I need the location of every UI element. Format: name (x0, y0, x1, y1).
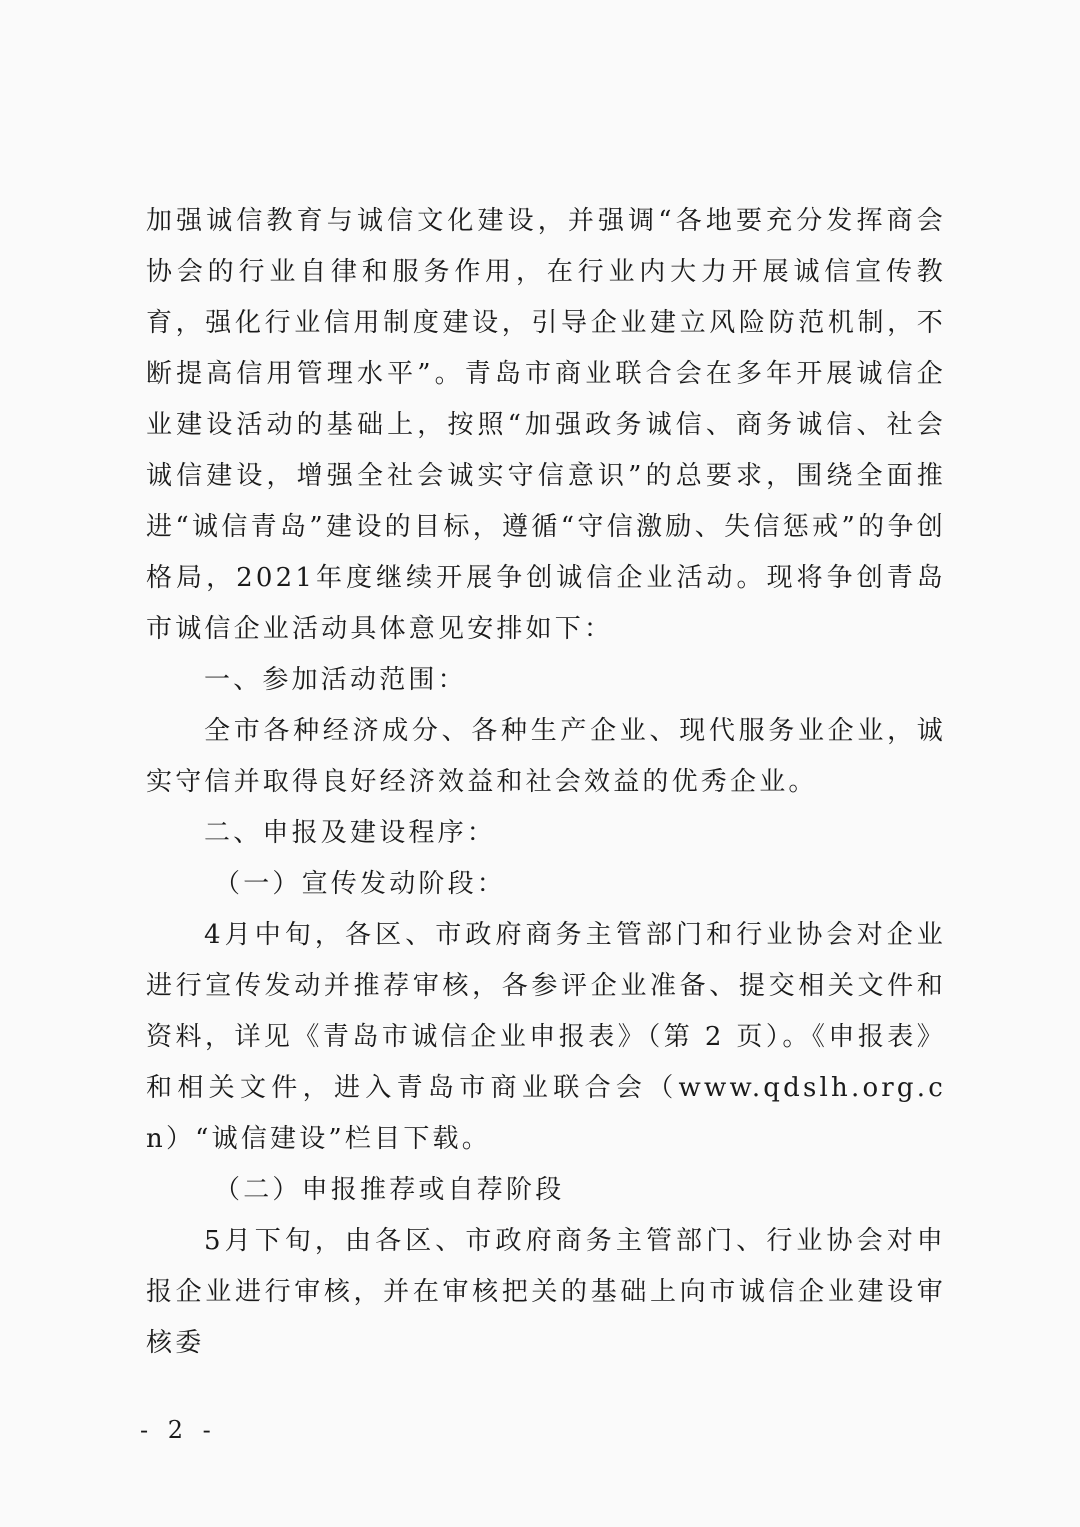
document-body (146, 196, 946, 1369)
subsection-heading-publicity: （一）宣传发动阶段： (214, 869, 507, 899)
paragraph-application-stage: 5月下旬，由各区、市政府商务主管部门、行业协会对申报企业进行审核，并在审核把关的基础上向市诚信企业建设审核委 (146, 1226, 946, 1358)
subsection-heading-application: （二）申报推荐或自荐阶段 (214, 1175, 565, 1205)
page-number: - 2 - (140, 1416, 217, 1444)
section-heading-scope: 一、参加活动范围： (204, 665, 467, 695)
paragraph-intro: 加强诚信教育与诚信文化建设，并强调“各地要充分发挥商会协会的行业自律和服务作用，在行业内大力开展诚信宣传教育，强化行业信用制度建设，引导企业建立风险防范机制，不断提高信用管理水平”。青岛市商业联合会在多年开展诚信企业建设活动的基础上，按照“加强政务诚信、商务诚信、社会诚信建设，增强全社会诚实守信意识”的总要求，围绕全面推进“诚信青岛”建设的目标，遵循“守信激励、失信惩戒”的争创格局，2021年度继续开展争创诚信企业活动。现将争创青岛市诚信企业活动具体意见安排如下： (146, 206, 946, 644)
section-heading-procedure: 二、申报及建设程序： (204, 818, 497, 848)
paragraph-scope: 全市各种经济成分、各种生产企业、现代服务业企业，诚实守信并取得良好经济效益和社会效益的优秀企业。 (146, 716, 946, 797)
paragraph-publicity-stage: 4月中旬，各区、市政府商务主管部门和行业协会对企业进行宣传发动并推荐审核，各参评企业准备、提交相关文件和资料，详见《青岛市诚信企业申报表》（第 2 页）。《申报表》和相关文件，进入青岛市商业联合会（www.qdslh.org.cn）“诚信建设”栏目下载。 (146, 920, 946, 1154)
